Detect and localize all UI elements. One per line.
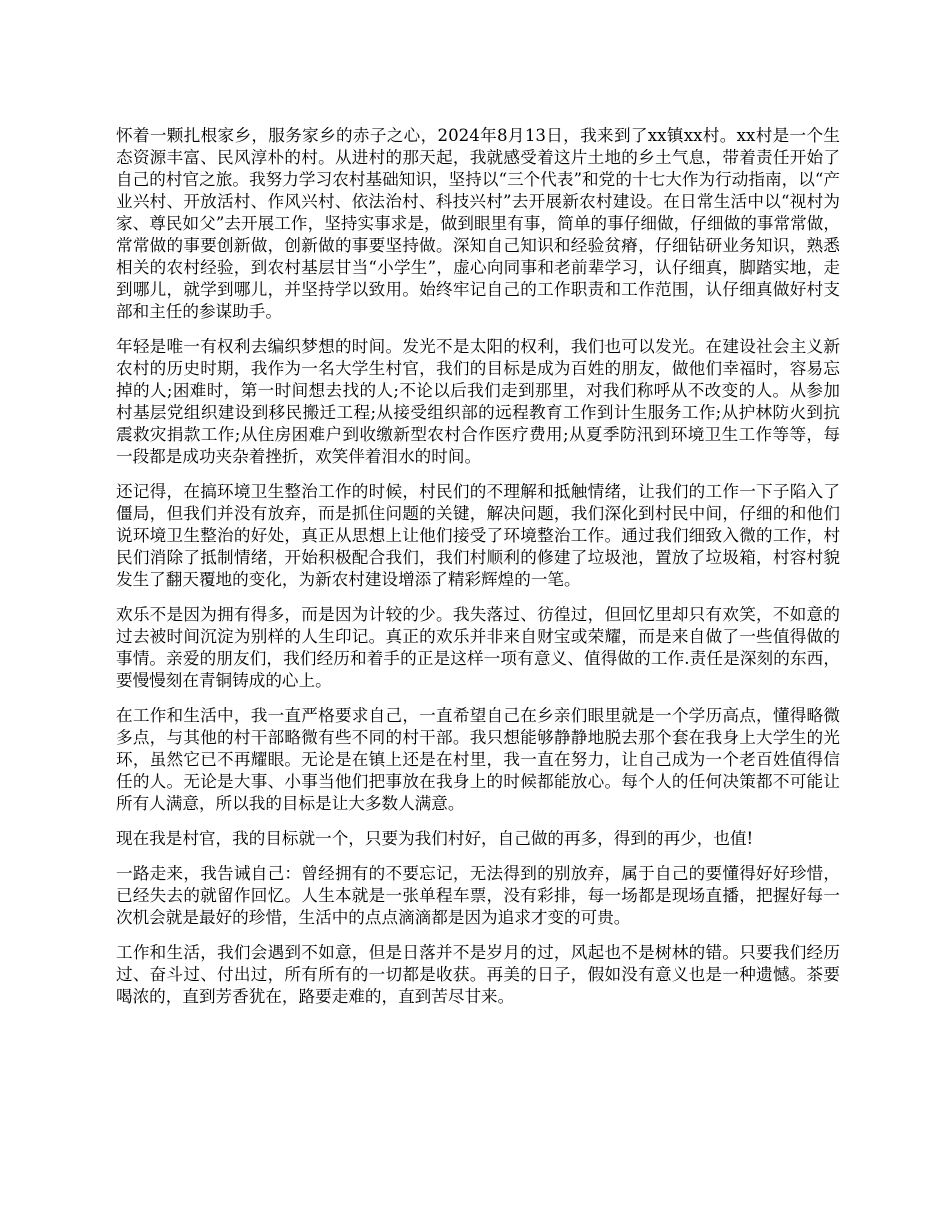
paragraph-4: 欢乐不是因为拥有得多，而是因为计较的少。我失落过、彷徨过，但回忆里却只有欢笑，不如意的过去被时间沉淀为别样的人生印记。真正的欢乐并非来自财宝或荣耀，而是来自做了一些值得做的事情。亲爱的朋友们，我们经历和着手的正是这样一项有意义、值得做的工作.责任是深刻的东西，要慢慢刻在青铜铸成的心上。 [116,605,840,690]
paragraph-5: 在工作和生活中，我一直严格要求自己，一直希望自己在乡亲们眼里就是一个学历高点，懂得略微多点，与其他的村干部略微有些不同的村干部。我只想能够静静地脱去那个套在我身上大学生的光环，虽然它已不再耀眼。无论是在镇上还是在村里，我一直在努力，让自己成为一个老百姓值得信任的人。无论是大事、小事当他们把事放在我身上的时候都能放心。每个人的任何决策都不可能让所有人满意，所以我的目标是让大多数人满意。 [116,706,840,813]
paragraph-8: 工作和生活，我们会遇到不如意，但是日落并不是岁月的过，风起也不是树林的错。只要我们经历过、奋斗过、付出过，所有所有的一切都是收获。再美的日子，假如没有意义也是一种遗憾。茶要喝浓的，直到芳香犹在，路要走难的，直到苦尽甘来。 [116,943,840,1006]
paragraph-2: 年轻是唯一有权利去编织梦想的时间。发光不是太阳的权利，我们也可以发光。在建设社会主义新农村的历史时期，我作为一名大学生村官，我们的目标是成为百姓的朋友，做他们幸福时，容易忘掉的人;困难时，第一时间想去找的人;不论以后我们走到那里，对我们称呼从不改变的人。从参加村基层党组织建设到移民搬迁工程;从接受组织部的远程教育工作到计生服务工作;从护林防火到抗震救灾捐款工作;从住房困难户到收缴新型农村合作医疗费用;从夏季防汛到环境卫生工作等等，每一段都是成功夹杂着挫折，欢笑伴着泪水的时间。 [116,337,840,466]
paragraph-7: 一路走来，我告诫自己：曾经拥有的不要忘记，无法得到的别放弃，属于自己的要懂得好好珍惜，已经失去的就留作回忆。人生本就是一张单程车票，没有彩排，每一场都是现场直播，把握好每一次机会就是最好的珍惜，生活中的点点滴滴都是因为追求才变的可贵。 [116,864,840,927]
document-body [116,125,840,1021]
paragraph-3: 还记得，在搞环境卫生整治工作的时候，村民们的不理解和抵触情绪，让我们的工作一下子陷入了僵局，但我们并没有放弃，而是抓住问题的关键，解决问题，我们深化到村民中间，仔细的和他们说环境卫生整治的好处，真正从思想上让他们接受了环境整治工作。通过我们细致入微的工作，村民们消除了抵制情绪，开始积极配合我们，我们村顺利的修建了垃圾池，置放了垃圾箱，村容村貌发生了翻天覆地的变化，为新农村建设增添了精彩辉煌的一笔。 [116,482,840,589]
paragraph-6: 现在我是村官，我的目标就一个，只要为我们村好，自己做的再多，得到的再少，也值! [116,829,754,848]
paragraph-1: 怀着一颗扎根家乡，服务家乡的赤子之心，2024年8月13日，我来到了xx镇xx村。xx村是一个生态资源丰富、民风淳朴的村。从进村的那天起，我就感受着这片土地的乡土气息，带着责任开始了自己的村官之旅。我努力学习农村基础知识，坚持以“三个代表”和党的十七大作为行动指南，以“产业兴村、开放活村、作风兴村、依法治村、科技兴村”去开展新农村建设。在日常生活中以“视村为家、尊民如父”去开展工作，坚持实事求是，做到眼里有事，简单的事仔细做，仔细做的事常常做，常常做的事要创新做，创新做的事要坚持做。深知自己知识和经验贫瘠，仔细钻研业务知识，熟悉相关的农村经验，到农村基层甘当“小学生”，虚心向同事和老前辈学习，认仔细真，脚踏实地，走到哪儿，就学到哪儿，并坚持学以致用。始终牢记自己的工作职责和工作范围，认仔细真做好村支部和主任的参谋助手。 [116,126,840,321]
